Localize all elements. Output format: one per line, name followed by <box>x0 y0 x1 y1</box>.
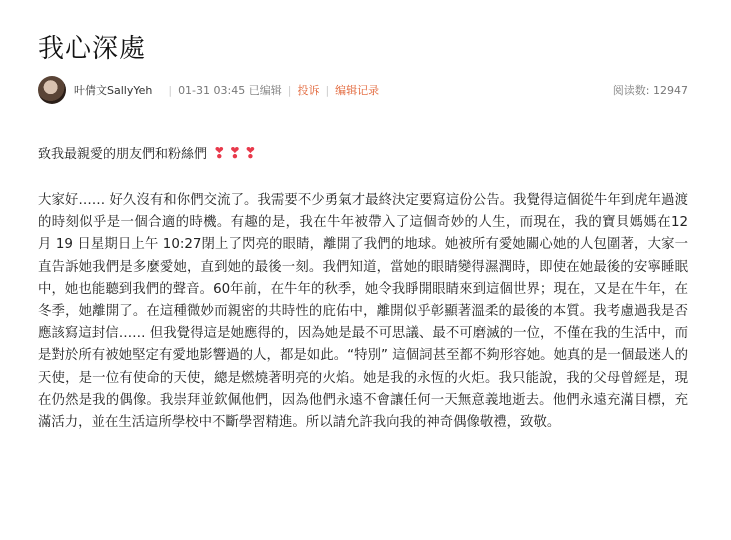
read-count <box>613 82 688 98</box>
read-count-value: 12947 <box>653 84 688 97</box>
author-name[interactable]: 叶倩文SallyYeh <box>74 84 153 97</box>
article-meta <box>38 76 688 104</box>
timestamp: 01-31 03:45 已编辑 <box>178 84 282 97</box>
divider: | <box>287 83 292 97</box>
dedication-line <box>38 143 260 162</box>
divider: | <box>168 83 173 97</box>
report-link[interactable]: 投诉 <box>297 84 320 97</box>
page-title: 我心深處 <box>38 34 147 64</box>
read-count-label: 阅读数: <box>612 84 650 97</box>
article-body: 大家好…… 好久沒有和你們交流了。我需要不少勇氣才最終決定要寫這份公告。我覺得這個從牛年到虎年過渡的時刻似乎是一個合適的時機。有趣的是，我在牛年被帶入了這個奇妙的人生，而現在，我的寶貝媽媽在12 月 19 日星期日上午 10:27閉上了閃亮的眼睛，離開了我們的地球。她被所有愛她關心她的人包圍著，大家一直告訴她我們是多麼愛她，直到她的最後一刻。我們知道，當她的眼睛變得濕潤時，即使在她最後的安寧睡眠中，她也能聽到我們的聲音。60年前，在牛年的秋季，她令我睜開眼睛來到這個世界；現在，又是在牛年，在冬季，她離開了。在這種微妙而親密的共時性的庇佑中，離開似乎彰顯著溫柔的最後的本質。我考慮過我是否應該寫這封信…… 但我覺得這是她應得的，因為她是最不可思議、最不可磨滅的一位，不僅在我的生活中，而是對於所有被她堅定有愛地影響過的人，都是如此。“特別” 這個詞甚至都不夠形容她。她真的是一個最迷人的天使，是一位有使命的天使，總是燃燒著明亮的火焰。她是我的永恆的火炬。我只能說，我的父母曾經是，現在仍然是我的偶像。我崇拜並欽佩他們，因為他們永遠不會讓任何一天無意義地逝去。他們永遠充滿目標，充滿活力，並在生活這所學校中不斷學習精進。所以請允許我向我的神奇偶像敬禮，致敬。 <box>38 193 688 431</box>
edit-history-link[interactable]: 编辑记录 <box>335 84 380 97</box>
heart-icons: ❣❣❣ <box>213 143 260 162</box>
avatar[interactable] <box>38 76 66 104</box>
divider: | <box>325 83 330 97</box>
dedication-text: 致我最親愛的朋友們和粉絲們 <box>38 147 208 162</box>
